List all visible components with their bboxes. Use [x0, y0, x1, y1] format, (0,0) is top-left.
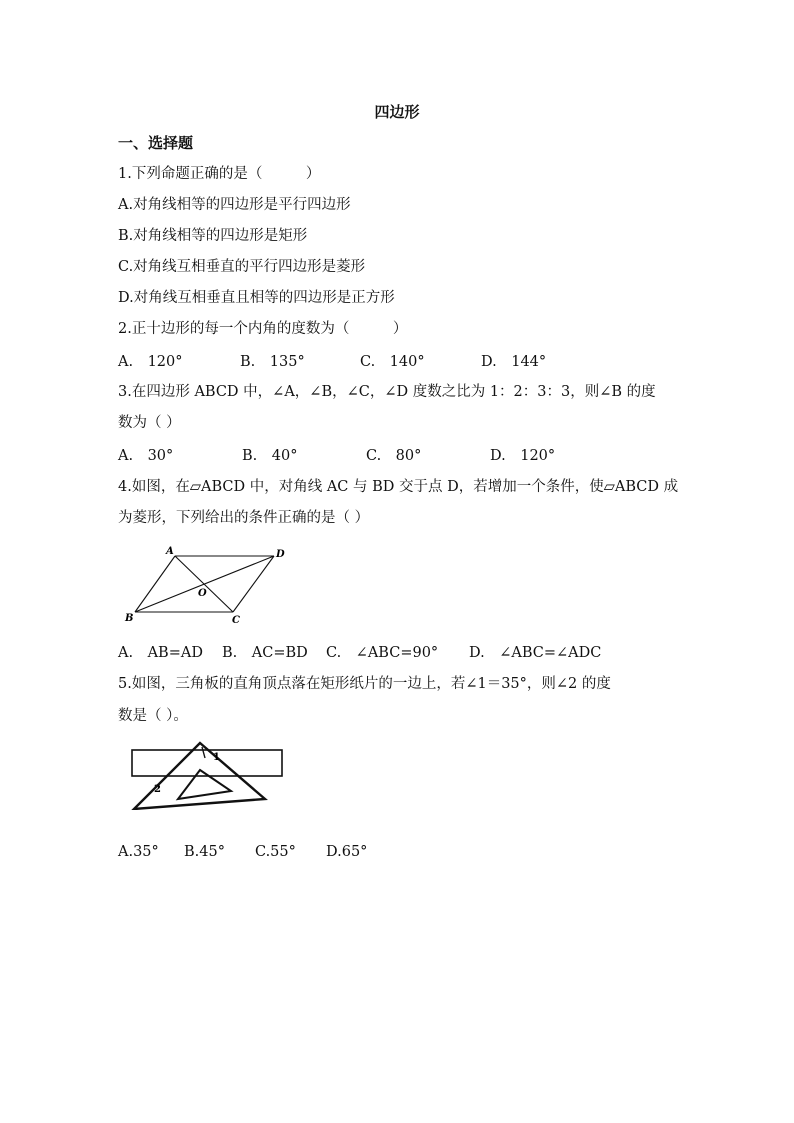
- angle-label-1: 1: [213, 752, 220, 763]
- q3-stem-line2: 数为（ ）: [118, 415, 181, 431]
- q3-option-d: D. 120°: [490, 448, 556, 464]
- angle-label-2: 2: [154, 784, 161, 795]
- q2-option-d: D. 144°: [481, 354, 547, 370]
- q5-stem-line1: 5.如图，三角板的直角顶点落在矩形纸片的一边上，若∠1＝35°，则∠2 的度: [118, 676, 611, 692]
- vertex-label-c: C: [232, 615, 240, 626]
- q4-option-a: A. AB=AD: [118, 645, 203, 661]
- q1-stem: 1.下列命题正确的是（ ）: [118, 166, 321, 182]
- q2-options: [118, 352, 546, 372]
- q4-option-c: C. ∠ABC=90°: [326, 645, 439, 661]
- q4-options: [118, 643, 601, 663]
- q4-option-d: D. ∠ABC=∠ADC: [469, 645, 602, 661]
- q3-option-b: B. 40°: [242, 448, 298, 464]
- q3-option-c: C. 80°: [366, 448, 422, 464]
- q1-option-a: A.对角线相等的四边形是平行四边形: [118, 197, 351, 213]
- q3-options: [118, 446, 555, 466]
- q1-option-b: B.对角线相等的四边形是矩形: [118, 228, 308, 244]
- q5-options: [118, 842, 367, 862]
- triangle-ruler-figure: [118, 740, 298, 810]
- q4-stem-line2: 为菱形，下列给出的条件正确的是（ ）: [118, 510, 370, 526]
- q4-stem-line1: 4.如图，在▱ABCD 中，对角线 AC 与 BD 交于点 D，若增加一个条件，使▱ABCD 成: [118, 479, 679, 495]
- q2-stem: 2.正十边形的每一个内角的度数为（ ）: [118, 321, 408, 337]
- q2-option-c: C. 140°: [360, 354, 425, 370]
- q5-stem-line2: 数是（ ）。: [118, 708, 188, 724]
- center-label-o: O: [198, 588, 207, 599]
- q3-option-a: A. 30°: [118, 448, 174, 464]
- q5-option-d: D.65°: [326, 844, 368, 860]
- section-heading: 一、选择题: [118, 134, 194, 152]
- parallelogram-figure: [118, 540, 298, 632]
- vertex-label-d: D: [276, 549, 285, 560]
- q1-option-d: D.对角线互相垂直且相等的四边形是正方形: [118, 290, 395, 306]
- q4-option-b: B. AC=BD: [222, 645, 308, 661]
- vertex-label-a: A: [166, 546, 174, 557]
- page-title: 四边形: [374, 103, 420, 121]
- q3-stem-line1: 3.在四边形 ABCD 中，∠A，∠B，∠C，∠D 度数之比为 1：2：3：3，则∠B 的度: [118, 384, 656, 400]
- q5-option-b: B.45°: [184, 844, 225, 860]
- q2-option-b: B. 135°: [240, 354, 305, 370]
- q1-option-c: C.对角线互相垂直的平行四边形是菱形: [118, 259, 366, 275]
- q2-option-a: A. 120°: [118, 354, 183, 370]
- q5-option-c: C.55°: [255, 844, 296, 860]
- vertex-label-b: B: [125, 613, 134, 624]
- q5-option-a: A.35°: [118, 844, 159, 860]
